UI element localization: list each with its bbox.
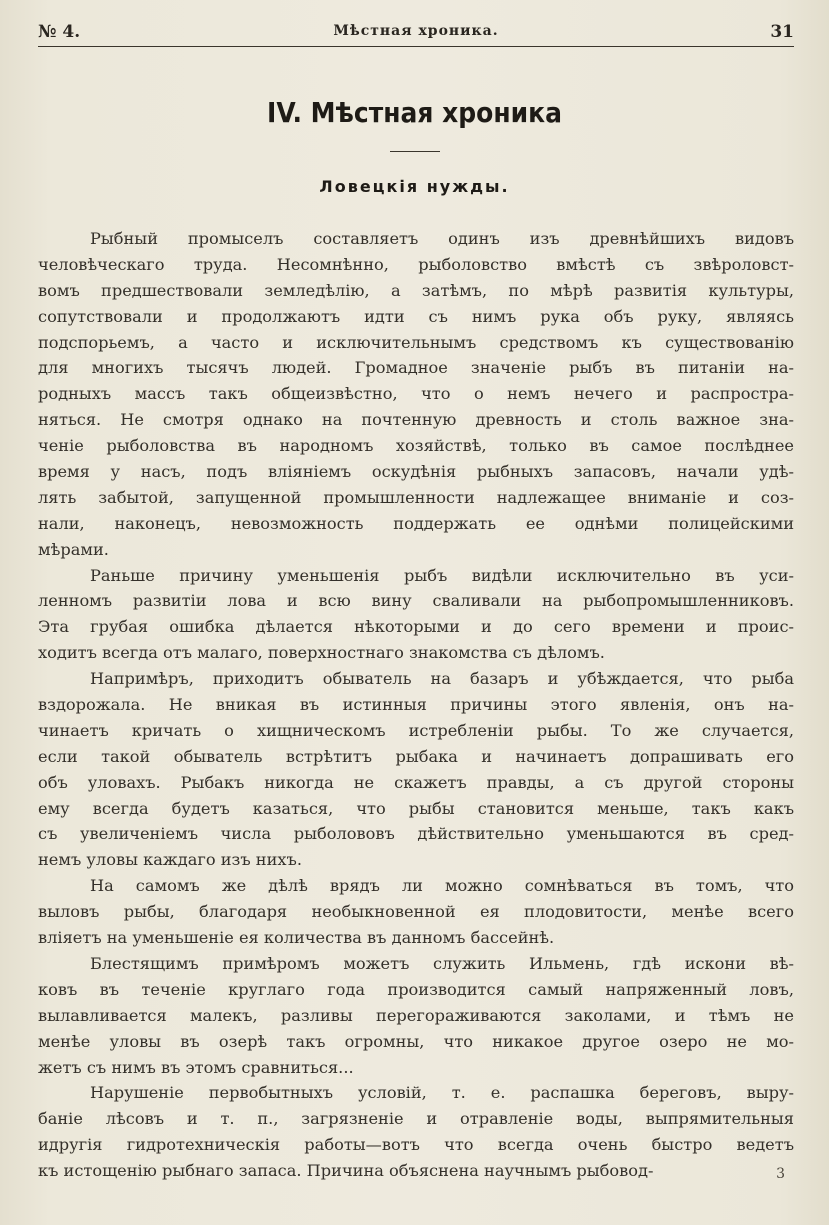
text-line: вылавливается малекъ, разливы перегораживаются заколами, и тѣмъ не — [38, 1005, 794, 1025]
text-line: баніе лѣсовъ и т. п., загрязненіе и отравленіе воды, выпрямительныя — [38, 1109, 794, 1129]
text-line: идругія гидротехническія работы—вотъ что всегда очень быстро ведетъ — [38, 1135, 794, 1155]
text-line: лять забытой, запущенной промышленности надлежащее вниманіе и соз- — [38, 487, 794, 507]
text-line: вздорожала. Не вникая въ истинныя причины этого явленія, онъ на- — [38, 695, 794, 715]
text-line: чинаетъ кричать о хищническомъ истребленіи рыбы. То же случается, — [38, 720, 794, 740]
text-line: ченіе рыболовства въ народномъ хозяйствѣ, только въ самое послѣднее — [38, 436, 794, 456]
text-line: къ истощенію рыбнаго запаса. Причина объяснена научнымъ рыбовод- — [38, 1161, 654, 1181]
header-rule — [38, 46, 794, 47]
text-line: выловъ рыбы, благодаря необыкновенной ея плодовитости, менѣе всего — [38, 902, 794, 922]
text-line: для многихъ тысячъ людей. Громадное значеніе рыбъ въ питаніи на- — [38, 358, 794, 378]
text-line: Напримѣръ, приходитъ обыватель на базаръ и убѣждается, что рыба — [90, 669, 794, 689]
text-line: Раньше причину уменьшенія рыбъ видѣли исключительно въ уси- — [90, 565, 794, 585]
text-line: Нарушеніе первобытныхъ условій, т. е. распашка береговъ, выру- — [90, 1083, 794, 1103]
text-line: Блестящимъ примѣромъ можетъ служить Ильмень, гдѣ искони вѣ- — [90, 953, 794, 973]
text-line: родныхъ массъ такъ общеизвѣстно, что о немъ нечего и распростра- — [38, 384, 794, 404]
text-line: немъ уловы каждаго изъ нихъ. — [38, 850, 302, 870]
text-line: подспорьемъ, а часто и исключительнымъ средствомъ къ существованію — [38, 332, 794, 352]
text-line: жетъ съ нимъ въ этомъ сравниться... — [38, 1057, 354, 1077]
signature-mark: 3 — [776, 1166, 785, 1182]
issue-number: № 4. — [38, 22, 81, 42]
text-line: ковъ въ теченіе круглаго года производится самый напряженный ловъ, — [38, 979, 794, 999]
text-line: съ увеличеніемъ числа рыболововъ дѣйствительно уменьшаются въ сред- — [38, 824, 794, 844]
running-title: Мѣстная хроника. — [333, 23, 499, 39]
text-line: На самомъ же дѣлѣ врядъ ли можно сомнѣваться въ томъ, что — [90, 876, 794, 896]
text-line: время у насъ, подъ вліяніемъ оскудѣнія рыбныхъ запасовъ, начали удѣ- — [38, 462, 794, 482]
text-line: вліяетъ на уменьшеніе ея количества въ данномъ бассейнѣ. — [38, 928, 555, 948]
text-line: мѣрами. — [38, 539, 109, 559]
text-line: Рыбный промыселъ составляетъ одинъ изъ древнѣйшихъ видовъ — [90, 229, 794, 248]
text-line: ему всегда будетъ казаться, что рыбы становится меньше, такъ какъ — [38, 798, 794, 818]
running-header — [38, 22, 794, 46]
section-title: IV. Мѣстная хроника — [267, 96, 562, 129]
article-body — [38, 226, 794, 1184]
text-line: ленномъ развитіи лова и всю вину сваливали на рыбопромышленниковъ. — [38, 591, 794, 611]
text-line: объ уловахъ. Рыбакъ никогда не скажетъ правды, а съ другой стороны — [38, 772, 794, 792]
text-line: няться. Не смотря однако на почтенную древность и столь важное зна- — [38, 410, 794, 430]
title-divider — [390, 151, 440, 152]
text-line: ходитъ всегда отъ малаго, поверхностнаго знакомства съ дѣломъ. — [38, 643, 605, 663]
article-subtitle: Ловецкія нужды. — [319, 177, 510, 196]
text-line: человѣческаго труда. Несомнѣнно, рыболовство вмѣстѣ съ звѣроловст- — [38, 254, 794, 274]
text-line: менѣе уловы въ озерѣ такъ огромны, что никакое другое озеро не мо- — [38, 1031, 794, 1051]
text-line: вомъ предшествовали земледѣлію, а затѣмъ, по мѣрѣ развитія культуры, — [38, 280, 794, 300]
text-line: нали, наконецъ, невозможность поддержать ее однѣми полицейскими — [38, 513, 794, 533]
text-line: сопутствовали и продолжаютъ идти съ нимъ рука объ руку, являясь — [38, 306, 794, 326]
page-number: 31 — [770, 22, 794, 42]
text-line: если такой обыватель встрѣтитъ рыбака и начинаетъ допрашивать его — [38, 746, 794, 766]
text-line: Эта грубая ошибка дѣлается нѣкоторыми и до сего времени и проис- — [38, 617, 794, 637]
